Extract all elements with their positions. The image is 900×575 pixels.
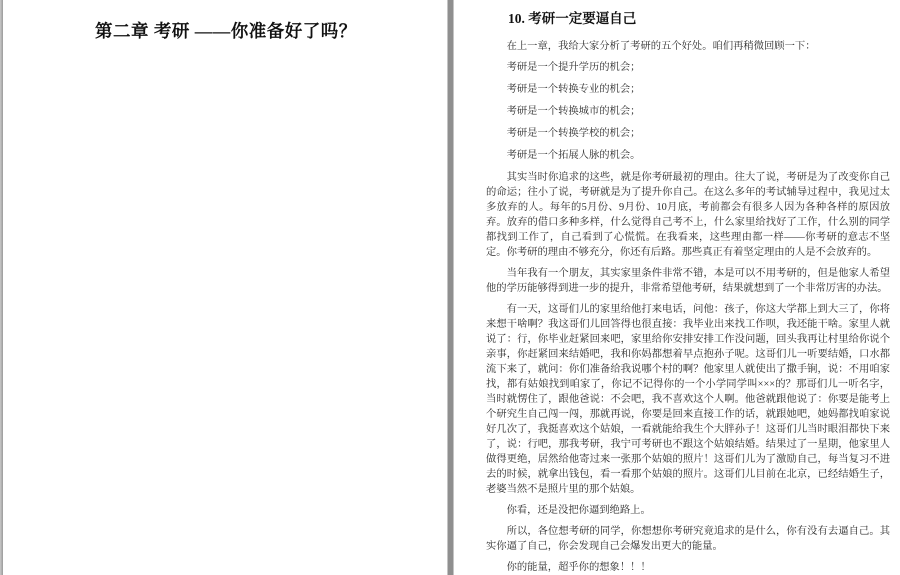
benefit-line: 考研是一个拓展人脉的机会。 <box>506 150 641 161</box>
paragraph: 在上一章，我给大家分析了考研的五个好处。咱们再稍微回顾一下： <box>506 41 816 52</box>
paragraph: 其实当时你追求的这些，就是你考研最初的理由。往大了说，考研是为了改变你自己的命运；往小了说，考研就是为了提升你自己。在这么多年的考试辅导过程中，我见过太多放弃的人。每年的5月份、9月份、10月底，考前都会有很多人因为各种各样的原因放弃。放弃的借口多种多样，什么觉得自己考不上，什么家里给找好了工作，什么别的同学都找到工作了，自己看到了心慌慌。在我看来，这些理由都一样——你考研的意志不坚定。你考研的理由不够充分，你还有后路。那些真正有着坚定理由的人是不会放弃的。 <box>486 172 890 258</box>
benefit-line: 考研是一个转换学校的机会； <box>506 128 641 139</box>
benefit-line: 考研是一个提升学历的机会； <box>506 62 641 73</box>
benefit-line: 考研是一个转换专业的机会； <box>506 84 641 95</box>
right-page <box>454 0 900 575</box>
section-body <box>486 39 890 575</box>
left-page <box>3 0 447 575</box>
paragraph: 所以，各位想考研的同学，你想想你考研究竟追求的是什么，你有没有去逼自己。其实你逼了自己，你会发现自己会爆发出更大的能量。 <box>486 526 890 552</box>
paragraph: 你的能量，超乎你的想象！！！ <box>506 562 651 573</box>
chapter-title: 第二章 考研 ——你准备好了吗？ <box>95 21 357 41</box>
paragraph: 当年我有一个朋友，其实家里条件非常不错，本是可以不用考研的，但是他家人希望他的学历能够得到进一步的提升，非常希望他考研，结果就想到了一个非常厉害的办法。 <box>486 268 890 294</box>
paragraph: 有一天，这哥们儿的家里给他打来电话，问他：孩子，你这大学都上到大三了，你将来想干啥啊？我这哥们儿回答得也很直接：我毕业出来找工作呗，我还能干啥。家里人就说了：行，你毕业赶紧回来吧，家里给你安排安排工作没问题，回头我再让村里给你说个亲事，你赶紧回来结婚吧，我和你妈都想着早点抱孙子呢。这哥们儿一听要结婚，口水都流下来了，就问：你们准备给我说哪个村的啊？他家里人就使出了撒手锏，说：不用咱家找，都有姑娘找到咱家了，你记不记得你的一个小学同学叫×××的？那哥们儿一听名字，当时就愣住了，跟他爸说：不会吧，我不喜欢这个人啊。他爸就跟他说了：你要是能考上个研究生自己闯一闯，那就再说，你要是回来直接工作的话，就跟她吧，她妈都找咱家说好几次了，我挺喜欢这个姑娘，一看就能给我生个大胖孙子！这哥们儿当时眼泪都快下来了，说：行吧，那我考研，我宁可考研也不跟这个姑娘结婚。结果过了一星期，他家里人做得更绝，居然给他寄过来一张那个姑娘的照片！这哥们儿为了激励自己，每当复习不进去的时候，就拿出钱包，看一看那个姑娘的照片。这哥们儿目前在北京，已经结婚生子，老婆当然不是照片里的那个姑娘。 <box>486 304 890 495</box>
paragraph: 你看，还是没把你逼到绝路上。 <box>506 505 651 516</box>
section-heading: 10. 考研一定要逼自己 <box>508 11 637 26</box>
benefit-line: 考研是一个转换城市的机会； <box>506 106 641 117</box>
page-gutter-divider <box>447 0 454 575</box>
